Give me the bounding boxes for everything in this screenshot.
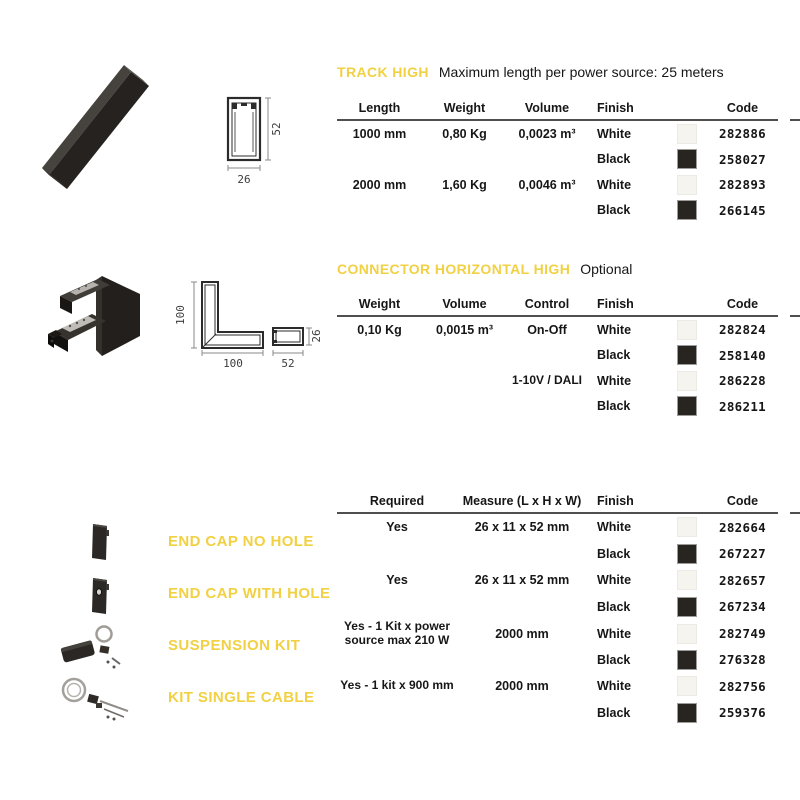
control-cell: 1-10V / DALI xyxy=(511,372,583,387)
finish-swatch xyxy=(677,676,697,696)
col-header-weight: Weight xyxy=(443,100,486,115)
page-edge-rule xyxy=(790,315,800,317)
weight-cell: 0,80 Kg xyxy=(442,126,487,141)
required-cell: Yes - 1 Kit x power source max 210 W xyxy=(343,619,451,647)
finish-cell: Black xyxy=(597,599,631,614)
code-cell: 266145 xyxy=(719,202,766,218)
col-header-volume: Volume xyxy=(442,296,487,311)
code-cell: 286228 xyxy=(719,373,766,389)
finish-cell: White xyxy=(597,626,632,641)
accessory-label-end-cap-with-hole: END CAP WITH HOLE xyxy=(168,585,331,602)
track-table-header xyxy=(337,96,778,119)
finish-cell: Black xyxy=(597,399,631,414)
finish-swatch xyxy=(677,320,697,340)
swatch-cell xyxy=(667,703,707,723)
table-row xyxy=(337,147,778,173)
track-table xyxy=(337,96,778,223)
code-cell: 282664 xyxy=(719,519,766,535)
connector-product-photo xyxy=(46,260,161,362)
col-header-measure: Measure (L x H x W) xyxy=(462,493,582,508)
finish-cell: Black xyxy=(597,203,631,218)
connector-width-dim: 100 xyxy=(223,357,243,370)
required-cell: Yes xyxy=(386,573,408,588)
measure-cell: 26 x 11 x 52 mm xyxy=(474,573,570,588)
table-row xyxy=(337,567,778,594)
finish-swatch xyxy=(677,544,697,564)
end-cap-with-hole-photo xyxy=(83,570,123,625)
swatch-cell xyxy=(667,371,707,391)
finish-cell: Black xyxy=(597,152,631,167)
connector-section-title: CONNECTOR HORIZONTAL HIGH xyxy=(337,261,571,277)
finish-swatch xyxy=(677,175,697,195)
code-cell: 282824 xyxy=(719,322,766,338)
finish-swatch xyxy=(677,517,697,537)
table-row xyxy=(337,198,778,224)
col-header-code: Code xyxy=(726,493,759,508)
measure-cell: 2000 mm xyxy=(495,679,549,694)
finish-swatch xyxy=(677,124,697,144)
table-row xyxy=(337,121,778,147)
finish-cell: White xyxy=(597,520,632,535)
finish-cell: Black xyxy=(597,348,631,363)
connector-profile-width-dim: 52 xyxy=(281,357,295,370)
track-product-photo xyxy=(40,56,155,191)
finish-swatch xyxy=(677,703,697,723)
table-row xyxy=(337,700,778,727)
accessory-label-end-cap-no-hole: END CAP NO HOLE xyxy=(168,533,314,550)
suspension-kit-photo xyxy=(56,620,136,675)
col-header-finish: Finish xyxy=(597,493,634,508)
finish-swatch xyxy=(677,200,697,220)
table-row xyxy=(337,394,778,420)
swatch-cell xyxy=(667,650,707,670)
required-cell: Yes xyxy=(386,520,408,535)
table-row xyxy=(337,343,778,369)
swatch-cell xyxy=(667,544,707,564)
finish-cell: Black xyxy=(597,705,631,720)
finish-swatch xyxy=(677,597,697,617)
finish-swatch xyxy=(677,396,697,416)
code-cell: 258027 xyxy=(719,151,766,167)
finish-swatch xyxy=(677,345,697,365)
length-cell: 1000 mm xyxy=(352,126,407,141)
code-cell: 286211 xyxy=(719,398,766,414)
finish-cell: White xyxy=(597,679,632,694)
connector-section-subtitle: Optional xyxy=(580,261,633,277)
table-row xyxy=(337,317,778,343)
finish-swatch xyxy=(677,624,697,644)
code-cell: 267227 xyxy=(719,546,766,562)
weight-cell: 0,10 Kg xyxy=(357,322,402,337)
accessory-label-kit-single-cable: KIT SINGLE CABLE xyxy=(168,689,315,706)
table-row xyxy=(337,541,778,568)
swatch-cell xyxy=(667,175,707,195)
code-cell: 282756 xyxy=(719,678,766,694)
swatch-cell xyxy=(667,345,707,365)
accessory-label-suspension-kit: SUSPENSION KIT xyxy=(168,637,301,654)
page-edge-rule xyxy=(790,512,800,514)
connector-section-heading xyxy=(337,261,632,277)
code-cell: 282657 xyxy=(719,572,766,588)
swatch-cell xyxy=(667,200,707,220)
finish-swatch xyxy=(677,149,697,169)
col-header-control: Control xyxy=(524,296,570,311)
finish-cell: White xyxy=(597,126,632,141)
end-cap-no-hole-photo xyxy=(83,516,123,571)
measure-cell: 26 x 11 x 52 mm xyxy=(474,520,570,535)
col-header-weight: Weight xyxy=(358,296,401,311)
code-cell: 258140 xyxy=(719,347,766,363)
col-header-required: Required xyxy=(369,493,425,508)
track-width-dim: 26 xyxy=(237,173,251,186)
control-cell: On-Off xyxy=(527,322,567,337)
connector-table xyxy=(337,292,778,419)
connector-height-dim: 100 xyxy=(174,305,187,325)
swatch-cell xyxy=(667,124,707,144)
accessories-table xyxy=(337,489,778,726)
connector-dimension-drawing xyxy=(170,278,335,373)
table-row xyxy=(337,673,778,700)
code-cell: 282749 xyxy=(719,626,766,642)
table-row xyxy=(337,172,778,198)
finish-swatch xyxy=(677,371,697,391)
measure-cell: 2000 mm xyxy=(495,626,549,641)
swatch-cell xyxy=(667,396,707,416)
volume-cell: 0,0046 m³ xyxy=(518,177,576,192)
code-cell: 282886 xyxy=(719,126,766,142)
track-section-heading xyxy=(337,64,724,80)
track-section-subtitle: Maximum length per power source: 25 meters xyxy=(438,64,724,80)
swatch-cell xyxy=(667,597,707,617)
col-header-finish: Finish xyxy=(597,296,634,311)
page-edge-rule xyxy=(790,119,800,121)
connector-table-header xyxy=(337,292,778,315)
code-cell: 259376 xyxy=(719,705,766,721)
col-header-code: Code xyxy=(726,100,759,115)
kit-single-cable-photo xyxy=(50,673,140,725)
swatch-cell xyxy=(667,570,707,590)
table-row xyxy=(337,514,778,541)
code-cell: 282893 xyxy=(719,177,766,193)
table-row xyxy=(337,620,778,647)
length-cell: 2000 mm xyxy=(352,177,407,192)
track-height-dim: 52 xyxy=(270,122,283,136)
required-cell: Yes - 1 kit x 900 mm xyxy=(340,678,454,693)
volume-cell: 0,0023 m³ xyxy=(518,126,576,141)
finish-cell: Black xyxy=(597,546,631,561)
finish-cell: White xyxy=(597,573,632,588)
code-cell: 267234 xyxy=(719,599,766,615)
table-row xyxy=(337,594,778,621)
weight-cell: 1,60 Kg xyxy=(442,177,487,192)
table-row xyxy=(337,647,778,674)
col-header-volume: Volume xyxy=(524,100,570,115)
volume-cell: 0,0015 m³ xyxy=(436,322,493,337)
col-header-code: Code xyxy=(726,296,759,311)
swatch-cell xyxy=(667,624,707,644)
col-header-finish: Finish xyxy=(597,100,634,115)
table-row xyxy=(337,368,778,394)
swatch-cell xyxy=(667,149,707,169)
swatch-cell xyxy=(667,320,707,340)
finish-cell: Black xyxy=(597,652,631,667)
accessories-table-header xyxy=(337,489,778,512)
finish-cell: White xyxy=(597,373,632,388)
track-cross-section-drawing xyxy=(218,90,308,195)
code-cell: 276328 xyxy=(719,652,766,668)
finish-cell: White xyxy=(597,322,632,337)
swatch-cell xyxy=(667,676,707,696)
col-header-length: Length xyxy=(358,100,401,115)
track-section-title: TRACK HIGH xyxy=(337,64,429,80)
finish-swatch xyxy=(677,650,697,670)
swatch-cell xyxy=(667,517,707,537)
finish-cell: White xyxy=(597,177,632,192)
finish-swatch xyxy=(677,570,697,590)
connector-profile-height-dim: 26 xyxy=(310,329,323,343)
